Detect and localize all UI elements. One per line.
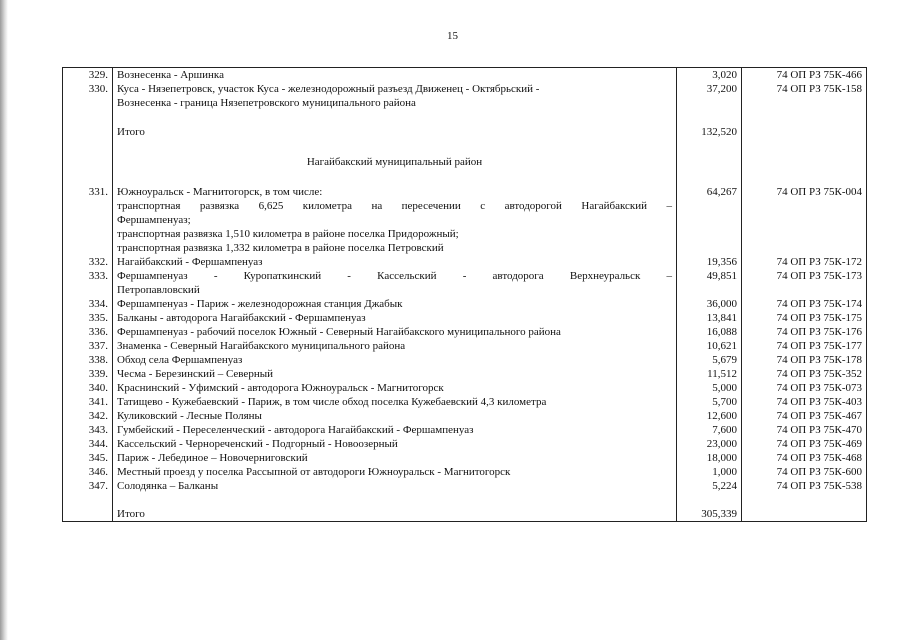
road-code: 74 ОП РЗ 75К-177	[742, 339, 867, 353]
road-length: 36,000	[677, 297, 742, 311]
road-code: 74 ОП РЗ 75К-175	[742, 311, 867, 325]
road-code: 74 ОП РЗ 75К-600	[742, 465, 867, 479]
road-name: Кассельский - Чернореченский - Подгорный - Новоозерный	[113, 437, 677, 451]
road-name-line: Петропавловский	[117, 284, 200, 296]
road-length: 13,841	[677, 311, 742, 325]
road-code: 74 ОП РЗ 75К-004	[742, 185, 867, 255]
road-code: 74 ОП РЗ 75К-468	[742, 451, 867, 465]
road-name-line: Южноуральск - Магнитогорск, в том числе:	[117, 186, 323, 198]
table-row	[63, 68, 867, 83]
road-name: Балканы - автодорога Нагайбакский - Фершампенуаз	[113, 311, 677, 325]
road-code: 74 ОП РЗ 75К-158	[742, 82, 867, 110]
row-number: 335.	[63, 311, 113, 325]
road-length: 7,600	[677, 423, 742, 437]
table-row	[63, 479, 867, 493]
road-name-line: Вознесенка - граница Нязепетровского муниципального района	[117, 97, 416, 109]
row-number: 345.	[63, 451, 113, 465]
road-name: Татищево - Кужебаевский - Париж, в том числе обход поселка Кужебаевский 4,3 километра	[113, 395, 677, 409]
road-name	[113, 185, 677, 255]
row-number: 336.	[63, 325, 113, 339]
row-number: 342.	[63, 409, 113, 423]
road-code: 74 ОП РЗ 75К-073	[742, 381, 867, 395]
road-length: 16,088	[677, 325, 742, 339]
row-number: 338.	[63, 353, 113, 367]
row-number: 329.	[63, 68, 113, 83]
road-length: 10,621	[677, 339, 742, 353]
total-length: 305,339	[677, 493, 742, 522]
road-name: Париж - Лебединое – Новочерниговский	[113, 451, 677, 465]
table-row	[63, 381, 867, 395]
road-name: Куликовский - Лесные Поляны	[113, 409, 677, 423]
road-length: 18,000	[677, 451, 742, 465]
total-label: Итого	[113, 110, 677, 139]
table-row	[63, 339, 867, 353]
table-row	[63, 409, 867, 423]
table-row	[63, 255, 867, 269]
road-name: Фершампенуаз - Париж - железнодорожная станция Джабык	[113, 297, 677, 311]
table-row	[63, 465, 867, 479]
road-name-line: Куса - Нязепетровск, участок Куса - железнодорожный разъезд Движенец - Октябрьский -	[117, 83, 540, 95]
road-name	[113, 269, 677, 297]
row-number: 330.	[63, 82, 113, 110]
road-name	[113, 82, 677, 110]
table-row	[63, 311, 867, 325]
table-row	[63, 269, 867, 297]
road-code: 74 ОП РЗ 75К-172	[742, 255, 867, 269]
road-name-line: транспортная развязка 1,510 километра в районе поселка Придорожный;	[117, 228, 459, 240]
road-code: 74 ОП РЗ 75К-538	[742, 479, 867, 493]
total-row	[63, 493, 867, 522]
total-label: Итого	[113, 493, 677, 522]
row-number: 344.	[63, 437, 113, 451]
road-name: Фершампенуаз - рабочий поселок Южный - Северный Нагайбакского муниципального района	[113, 325, 677, 339]
road-name: Знаменка - Северный Нагайбакского муниципального района	[113, 339, 677, 353]
road-length: 5,000	[677, 381, 742, 395]
road-registry-table	[62, 67, 867, 522]
road-length: 5,224	[677, 479, 742, 493]
row-number: 331.	[63, 185, 113, 255]
row-number: 334.	[63, 297, 113, 311]
table-row	[63, 185, 867, 255]
road-name: Гумбейский - Переселенческий - автодорога Нагайбакский - Фершампенуаз	[113, 423, 677, 437]
road-name: Обход села Фершампенуаз	[113, 353, 677, 367]
road-length: 64,267	[677, 185, 742, 255]
district-heading: Нагайбакский муниципальный район	[113, 139, 677, 185]
row-number: 339.	[63, 367, 113, 381]
road-length: 19,356	[677, 255, 742, 269]
road-length: 11,512	[677, 367, 742, 381]
table-row	[63, 437, 867, 451]
road-code: 74 ОП РЗ 75К-352	[742, 367, 867, 381]
road-length: 5,700	[677, 395, 742, 409]
row-number: 332.	[63, 255, 113, 269]
road-name: Солодянка – Балканы	[113, 479, 677, 493]
table-row	[63, 325, 867, 339]
road-code: 74 ОП РЗ 75К-178	[742, 353, 867, 367]
road-name-line: транспортная развязка 1,332 километра в районе поселка Петровский	[117, 242, 444, 254]
road-name: Вознесенка - Аршинка	[113, 68, 677, 83]
scan-page-edge	[0, 0, 8, 640]
road-code: 74 ОП РЗ 75К-403	[742, 395, 867, 409]
road-name: Краснинский - Уфимский - автодорога Южноуральск - Магнитогорск	[113, 381, 677, 395]
district-heading-row	[63, 139, 867, 185]
road-name: Чесма - Березинский – Северный	[113, 367, 677, 381]
table-row	[63, 353, 867, 367]
road-code: 74 ОП РЗ 75К-467	[742, 409, 867, 423]
road-code: 74 ОП РЗ 75К-470	[742, 423, 867, 437]
row-number: 337.	[63, 339, 113, 353]
road-name: Нагайбакский - Фершампенуаз	[113, 255, 677, 269]
table-row	[63, 82, 867, 110]
road-code: 74 ОП РЗ 75К-176	[742, 325, 867, 339]
road-code: 74 ОП РЗ 75К-173	[742, 269, 867, 297]
row-number: 341.	[63, 395, 113, 409]
road-name-line: транспортная развязка 6,625 километра на пересечении с автодорогой Нагайбакский –	[117, 200, 672, 212]
road-length: 37,200	[677, 82, 742, 110]
road-length: 3,020	[677, 68, 742, 83]
road-length: 12,600	[677, 409, 742, 423]
page-number: 15	[447, 30, 458, 42]
table-row	[63, 451, 867, 465]
table-row	[63, 395, 867, 409]
total-length: 132,520	[677, 110, 742, 139]
road-code: 74 ОП РЗ 75К-174	[742, 297, 867, 311]
road-code: 74 ОП РЗ 75К-466	[742, 68, 867, 83]
road-name-line: Фершампенуаз - Куропаткинский - Кассельский - автодорога Верхнеуральск –	[117, 270, 672, 282]
road-name-line: Фершампенуаз;	[117, 214, 191, 226]
table-row	[63, 423, 867, 437]
road-code: 74 ОП РЗ 75К-469	[742, 437, 867, 451]
road-name: Местный проезд у поселка Рассыпной от автодороги Южноуральск - Магнитогорск	[113, 465, 677, 479]
table-row	[63, 367, 867, 381]
table-row	[63, 297, 867, 311]
row-number: 347.	[63, 479, 113, 493]
row-number: 333.	[63, 269, 113, 297]
row-number: 340.	[63, 381, 113, 395]
row-number: 343.	[63, 423, 113, 437]
road-length: 23,000	[677, 437, 742, 451]
road-length: 1,000	[677, 465, 742, 479]
total-row	[63, 110, 867, 139]
row-number: 346.	[63, 465, 113, 479]
road-length: 5,679	[677, 353, 742, 367]
road-length: 49,851	[677, 269, 742, 297]
